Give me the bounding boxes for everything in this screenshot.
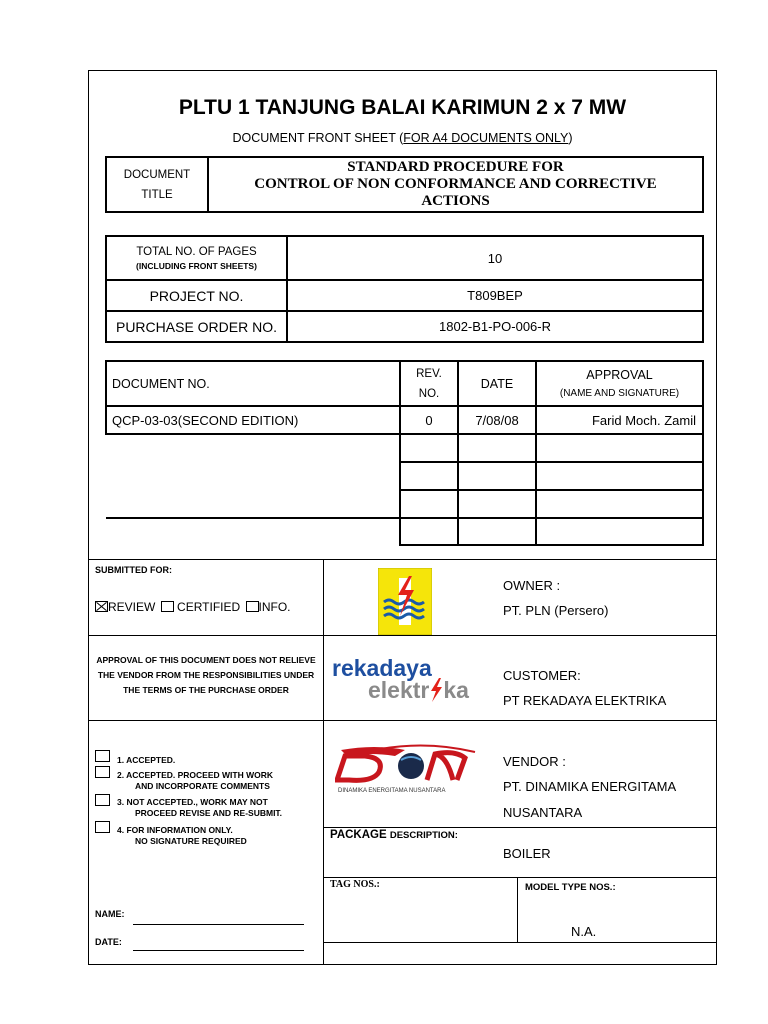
rev-cell: 0 xyxy=(400,406,458,434)
document-title-value: STANDARD PROCEDURE FOR CONTROL OF NON CONFORMANCE AND CORRECTIVE ACTIONS xyxy=(208,157,703,212)
vendor-label: VENDOR : xyxy=(503,754,566,769)
tag-nos-label: TAG NOS.: xyxy=(330,879,380,890)
document-title-table xyxy=(105,156,704,213)
model-type-value: N.A. xyxy=(571,924,597,939)
option-information-only: 4. FOR INFORMATION ONLY. NO SIGNATURE REQUIRED xyxy=(95,814,320,840)
package-description-label: PACKAGE DESCRIPTION: xyxy=(330,829,458,841)
date-cell: 7/08/08 xyxy=(458,406,536,434)
table-row-empty xyxy=(106,462,703,490)
rev-no-header: REV. NO. xyxy=(400,361,458,406)
accepted-comments-checkbox[interactable] xyxy=(95,766,110,778)
table-row-empty xyxy=(106,518,703,545)
submitted-for-options xyxy=(95,600,291,614)
approval-disclaimer: APPROVAL OF THIS DOCUMENT DOES NOT RELIEVE THE VENDOR FROM THE RESPONSIBILITIES UNDER THE TERMS OF THE PURCHASE ORDER xyxy=(96,655,316,695)
accepted-checkbox[interactable] xyxy=(95,750,110,762)
model-type-label: MODEL TYPE NOS.: xyxy=(525,882,616,893)
pln-logo xyxy=(378,568,432,635)
certified-label: CERTIFIED xyxy=(177,600,241,614)
revision-table xyxy=(105,360,704,546)
project-no-label: PROJECT NO. xyxy=(106,280,287,311)
doc-no-cell: QCP-03-03(SECOND EDITION) xyxy=(106,406,400,434)
divider xyxy=(88,635,717,636)
info-label: INFO. xyxy=(258,600,291,614)
approval-cell: Farid Moch. Zamil xyxy=(536,406,703,434)
divider xyxy=(88,720,717,721)
approval-options xyxy=(95,750,320,846)
owner-name: PT. PLN (Persero) xyxy=(503,603,609,618)
den-logo: DINAMIKA ENERGITAMA NUSANTARA xyxy=(335,742,485,797)
project-no-value: T809BEP xyxy=(287,280,703,311)
purchase-order-label: PURCHASE ORDER NO. xyxy=(106,311,287,342)
project-title: PLTU 1 TANJUNG BALAI KARIMUN 2 x 7 MW xyxy=(178,96,627,119)
option-accepted: 1. ACCEPTED. xyxy=(95,750,320,764)
document-info-table xyxy=(105,235,704,343)
total-pages-label: TOTAL NO. OF PAGES (INCLUDING FRONT SHEETS) xyxy=(106,236,287,280)
date-header: DATE xyxy=(458,361,536,406)
divider xyxy=(323,559,324,965)
owner-label: OWNER : xyxy=(503,578,561,593)
info-checkbox[interactable] xyxy=(246,601,259,612)
front-sheet-subtitle: DOCUMENT FRONT SHEET (FOR A4 DOCUMENTS ONLY) xyxy=(232,131,573,145)
divider xyxy=(517,877,518,942)
customer-label: CUSTOMER: xyxy=(503,668,581,683)
customer-name: PT REKADAYA ELEKTRIKA xyxy=(503,693,667,708)
approval-header: APPROVAL (NAME AND SIGNATURE) xyxy=(536,361,703,406)
divider xyxy=(88,559,717,560)
date-label: DATE: xyxy=(95,937,122,947)
option-accepted-comments: 2. ACCEPTED. PROCEED WITH WORK AND INCORPORATE COMMENTS xyxy=(95,764,320,790)
option-not-accepted: 3. NOT ACCEPTED., WORK MAY NOT PROCEED REVISE AND RE-SUBMIT. xyxy=(95,790,320,814)
information-only-checkbox[interactable] xyxy=(95,821,110,833)
table-row-empty xyxy=(106,434,703,462)
table-row xyxy=(106,406,703,434)
divider xyxy=(323,877,717,878)
a4-only-note: FOR A4 DOCUMENTS ONLY xyxy=(403,131,569,145)
name-signature-line[interactable] xyxy=(133,924,304,925)
review-label: REVIEW xyxy=(108,600,156,614)
table-row-empty xyxy=(106,490,703,518)
divider xyxy=(323,827,717,828)
vendor-name-line1: PT. DINAMIKA ENERGITAMA xyxy=(503,779,677,794)
name-label: NAME: xyxy=(95,909,125,919)
package-description-value: BOILER xyxy=(503,846,551,861)
doc-no-header: DOCUMENT NO. xyxy=(106,361,400,406)
submitted-for-label: SUBMITTED FOR: xyxy=(95,565,172,575)
review-checkbox[interactable] xyxy=(95,601,108,612)
purchase-order-value: 1802-B1-PO-006-R xyxy=(287,311,703,342)
date-signature-line[interactable] xyxy=(133,950,304,951)
divider xyxy=(323,942,717,943)
document-title-label: DOCUMENT TITLE xyxy=(106,157,208,212)
certified-checkbox[interactable] xyxy=(161,601,174,612)
total-pages-value: 10 xyxy=(287,236,703,280)
vendor-name-line2: NUSANTARA xyxy=(503,805,583,820)
rekadaya-logo: rekadaya elektr ka xyxy=(332,655,469,703)
not-accepted-checkbox[interactable] xyxy=(95,794,110,806)
